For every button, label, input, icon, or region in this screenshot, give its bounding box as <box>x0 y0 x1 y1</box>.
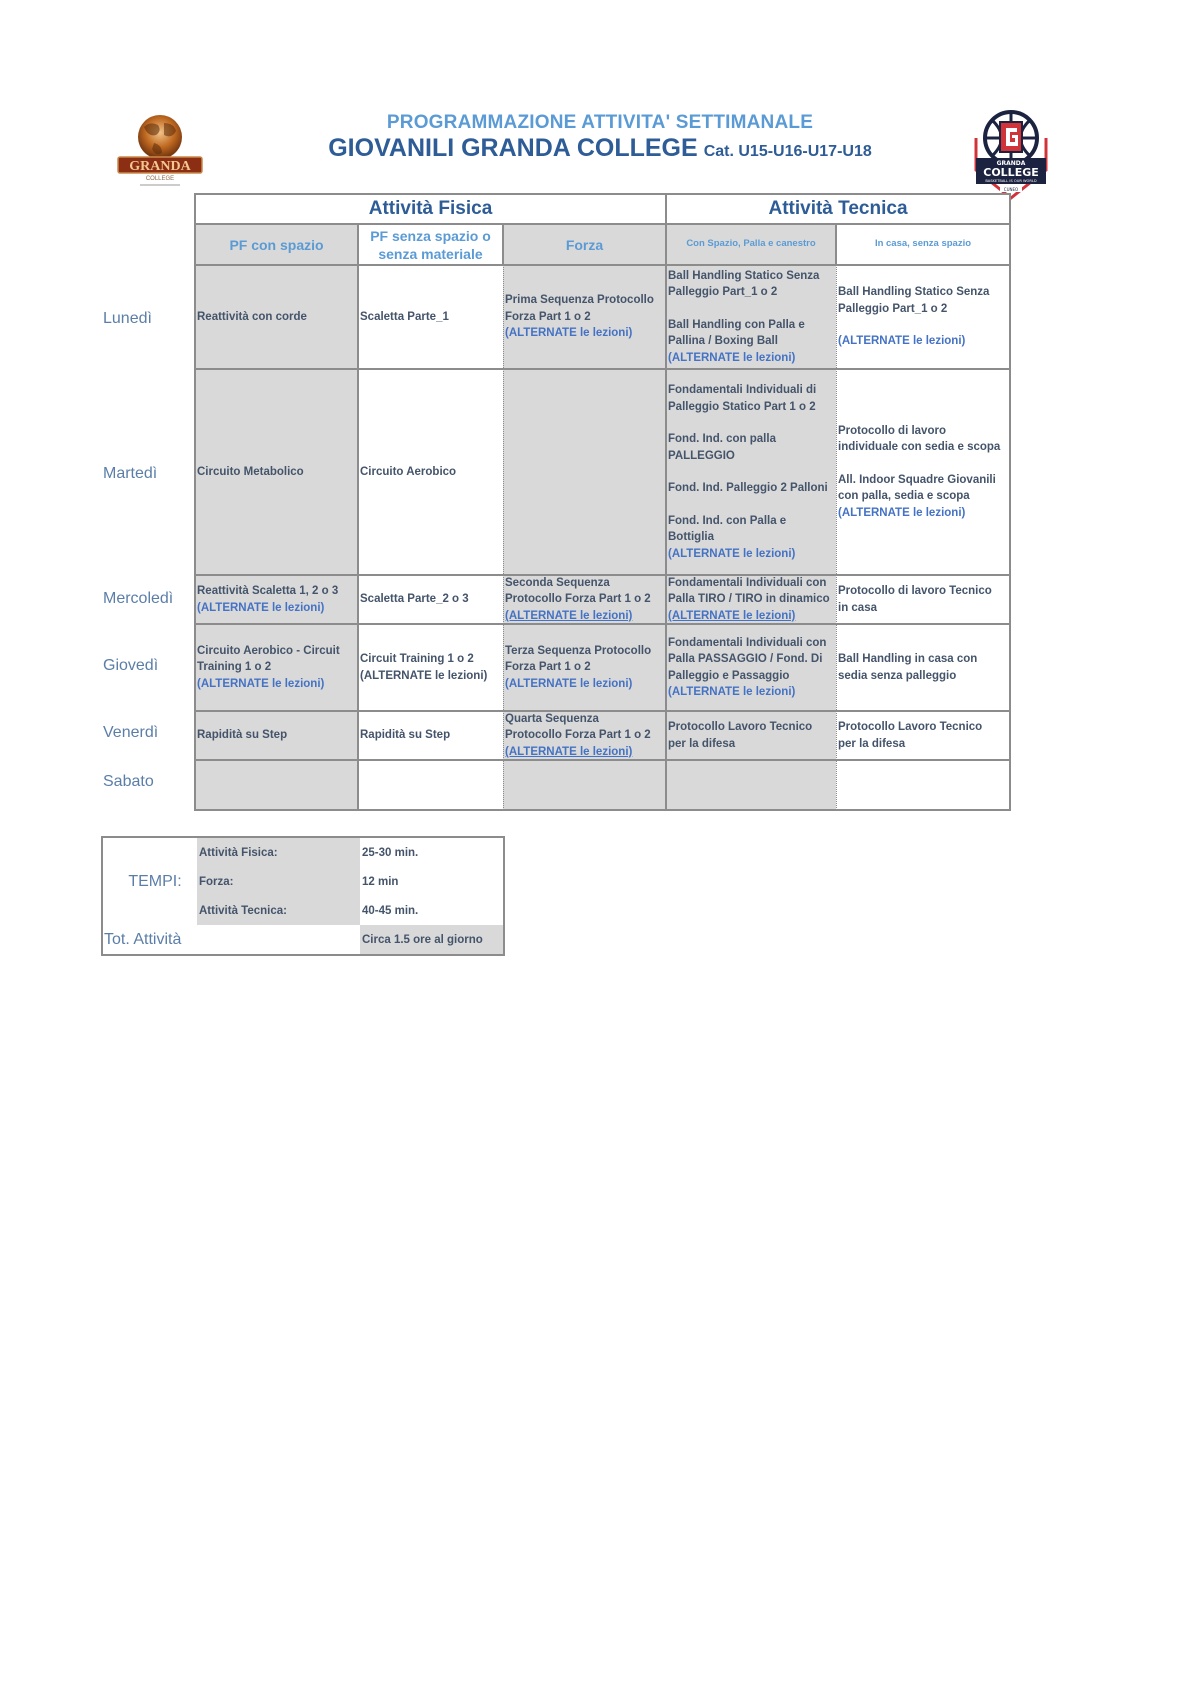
activity-text: Reattività con corde <box>197 310 307 323</box>
activity-text: Terza Sequenza Protocollo <box>505 644 652 657</box>
activity-text: Fond. Ind. con Palla e <box>668 514 787 527</box>
activity-text: Ball Handling in casa con <box>838 653 978 665</box>
total-activity-label: Tot. Attività <box>104 930 182 948</box>
group-header-attivita-tecnica <box>666 194 1010 224</box>
activity-text: Reattività Scaletta 1, 2 o 3 <box>197 585 339 597</box>
cell-mercoledi-pf-con-spazio <box>195 575 358 624</box>
activity-text: Scaletta Parte_1 <box>360 310 449 323</box>
table-divider <box>195 264 1010 266</box>
alternate-note: (ALTERNATE le lezioni) <box>505 609 633 622</box>
activity-text: Scaletta Parte_2 o 3 <box>360 593 469 606</box>
svg-text:COLLEGE: COLLEGE <box>145 176 175 182</box>
cell-lunedi-pf-con-spazio <box>195 265 358 369</box>
cell-lunedi-forza <box>503 265 666 369</box>
activity-text: per la difesa <box>668 737 736 750</box>
granda-college-badge-logo <box>970 108 1052 200</box>
column-header-pf-senza-spazio <box>358 224 503 265</box>
cell-giovedi-forza <box>503 624 666 711</box>
cell-lunedi-in-casa <box>836 265 1010 369</box>
activity-text: Protocollo Forza Part 1 o 2 <box>505 729 651 742</box>
svg-text:COLLEGE: COLLEGE <box>983 166 1039 179</box>
alternate-note: (ALTERNATE le lezioni) <box>668 686 796 698</box>
activity-text: Circuit Training 1 o 2 <box>360 653 474 665</box>
svg-text:CUNEO: CUNEO <box>1003 187 1019 192</box>
activity-text: Palleggio Statico Part 1 o 2 <box>668 400 816 413</box>
cell-mercoledi-con-spazio <box>666 575 836 624</box>
cell-sabato-in-casa <box>836 760 1010 810</box>
day-label-giovedi: Giovedì <box>103 657 159 674</box>
activity-text: Palleggio Part_1 o 2 <box>668 286 778 299</box>
cell-martedi-forza <box>503 369 666 575</box>
cell-mercoledi-forza <box>503 575 666 624</box>
column-label: In casa, senza spazio <box>874 238 972 250</box>
cell-lunedi-pf-senza-spazio <box>358 265 503 369</box>
summary-value-forza: 12 min <box>362 875 399 888</box>
weekly-schedule-table <box>195 194 1010 810</box>
activity-text: Bottiglia <box>668 531 714 543</box>
table-border-right <box>1009 193 1011 811</box>
activity-text: Palla PASSAGGIO / Fond. Di <box>668 653 823 665</box>
day-label-lunedi: Lunedì <box>103 310 152 327</box>
cell-giovedi-con-spazio <box>666 624 836 711</box>
summary-label-attivita-fisica: Attività Fisica: <box>197 838 360 867</box>
column-header-con-spazio <box>666 224 836 265</box>
column-header-forza <box>503 224 666 265</box>
activity-text: Fondamentali Individuali con <box>668 636 827 649</box>
cell-venerdi-pf-senza-spazio <box>358 711 503 760</box>
cell-giovedi-pf-senza-spazio <box>358 624 503 711</box>
cell-lunedi-con-spazio <box>666 265 836 369</box>
activity-text: Circuito Metabolico <box>197 465 304 478</box>
activity-text: Ball Handling Statico Senza <box>668 269 820 282</box>
alternate-note: (ALTERNATE le lezioni) <box>838 506 966 519</box>
day-label-mercoledi: Mercoledì <box>103 590 174 607</box>
table-divider <box>195 759 1010 761</box>
alternate-note: (ALTERNATE le lezioni) <box>838 335 966 348</box>
activity-text: Fond. Ind. con palla <box>668 433 776 445</box>
table-divider <box>502 223 504 265</box>
alternate-note: (ALTERNATE le lezioni) <box>197 677 325 690</box>
activity-text: Ball Handling con Palla e <box>668 318 805 331</box>
activity-text: Prima Sequenza Protocollo <box>505 294 654 307</box>
activity-text: Protocollo Forza Part 1 o 2 <box>505 593 651 606</box>
cell-martedi-con-spazio <box>666 369 836 575</box>
basketball-badge-icon <box>970 108 1052 200</box>
column-label: PF con spazio <box>229 236 324 253</box>
activity-text: per la difesa <box>838 737 906 750</box>
page-title-main: GIOVANILI GRANDA COLLEGE <box>328 134 698 162</box>
summary-value-attivita-tecnica: 40-45 min. <box>362 904 419 917</box>
table-divider <box>665 193 667 811</box>
activity-text: Circuito Aerobico - Circuit <box>197 644 340 657</box>
alternate-note: (ALTERNATE le lezioni) <box>505 677 633 690</box>
table-border-top <box>195 193 1010 195</box>
column-header-in-casa <box>836 224 1010 265</box>
activity-text: Protocollo di lavoro Tecnico <box>838 585 992 597</box>
category-label: Cat. U15-U16-U17-U18 <box>703 143 872 160</box>
table-border-bottom <box>195 809 1010 811</box>
table-border-left <box>194 193 196 811</box>
cell-martedi-pf-senza-spazio <box>358 369 503 575</box>
table-divider <box>195 710 1010 712</box>
activity-text: Protocollo Lavoro Tecnico <box>838 721 983 733</box>
activity-text: in casa <box>838 601 877 614</box>
cell-martedi-pf-con-spazio <box>195 369 358 575</box>
summary-value-attivita-fisica: 25-30 min. <box>362 846 419 859</box>
activity-text: Pallina / Boxing Ball <box>668 335 778 348</box>
activity-text: sedia senza palleggio <box>838 669 957 682</box>
cell-sabato-pf-senza-spazio <box>358 760 503 810</box>
activity-text: All. Indoor Squadre Giovanili <box>838 473 996 486</box>
alternate-note: (ALTERNATE le lezioni) <box>505 327 633 340</box>
column-label: Forza <box>565 236 604 253</box>
day-label-martedi: Martedì <box>103 465 158 482</box>
day-label-venerdi: Venerdì <box>103 724 159 741</box>
tempi-label: TEMPI: <box>128 872 182 890</box>
cell-venerdi-pf-con-spazio <box>195 711 358 760</box>
alternate-note: (ALTERNATE le lezioni) <box>197 601 325 614</box>
page-title-line1: PROGRAMMAZIONE ATTIVITA' SETTIMANALE <box>386 112 814 133</box>
table-divider <box>195 223 1010 225</box>
activity-text: Fondamentali Individuali di <box>668 384 817 396</box>
total-activity-value: Circa 1.5 ore al giorno <box>360 925 503 954</box>
column-label: Con Spazio, Palla e canestro <box>686 238 816 250</box>
activity-text: Seconda Sequenza <box>505 576 610 589</box>
alternate-note: (ALTERNATE le lezioni) <box>668 609 796 622</box>
activity-text: Rapidità su Step <box>360 729 451 742</box>
activity-text: Rapidità su Step <box>197 729 288 742</box>
summary-label-attivita-tecnica: Attività Tecnica: <box>197 896 360 925</box>
activity-text: Forza Part 1 o 2 <box>505 310 591 323</box>
activity-text: Quarta Sequenza <box>505 712 599 725</box>
activity-text: Palla TIRO / TIRO in dinamico <box>668 593 830 606</box>
svg-text:GRANDA: GRANDA <box>996 160 1026 167</box>
activity-text: Palleggio Part_1 o 2 <box>838 302 948 315</box>
cell-sabato-forza <box>503 760 666 810</box>
activity-text: Ball Handling Statico Senza <box>838 286 990 299</box>
svg-text:BASKETBALL IS OUR WORLD: BASKETBALL IS OUR WORLD <box>985 179 1037 183</box>
activity-text: Protocollo di lavoro <box>838 424 946 437</box>
alternate-note: (ALTERNATE le lezioni) <box>505 745 633 758</box>
activity-text: Protocollo Lavoro Tecnico <box>668 721 813 733</box>
activity-text: (ALTERNATE le lezioni) <box>360 669 488 682</box>
table-divider <box>195 368 1010 370</box>
cell-martedi-in-casa <box>836 369 1010 575</box>
cell-mercoledi-in-casa <box>836 575 1010 624</box>
activity-text: Fond. Ind. Palleggio 2 Palloni <box>668 482 828 494</box>
activity-text: Forza Part 1 o 2 <box>505 661 591 674</box>
cell-sabato-con-spazio <box>666 760 836 810</box>
table-divider <box>195 623 1010 625</box>
cell-giovedi-in-casa <box>836 624 1010 711</box>
group-label: Attività Tecnica <box>768 197 908 219</box>
cell-venerdi-con-spazio <box>666 711 836 760</box>
cell-venerdi-forza <box>503 711 666 760</box>
table-divider <box>835 223 837 265</box>
activity-text: Training 1 o 2 <box>197 661 272 674</box>
cell-giovedi-pf-con-spazio <box>195 624 358 711</box>
activity-text: con palla, sedia e scopa <box>838 490 970 503</box>
column-header-pf-con-spazio <box>195 224 358 265</box>
cell-mercoledi-pf-senza-spazio <box>358 575 503 624</box>
activity-text: Circuito Aerobico <box>360 465 457 478</box>
table-divider-dotted <box>836 265 837 810</box>
cell-venerdi-in-casa <box>836 711 1010 760</box>
table-divider <box>195 574 1010 576</box>
activity-text: individuale con sedia e scopa <box>838 441 1001 454</box>
column-label: PF senza spazio o senza materiale <box>370 227 491 262</box>
activity-text: PALLEGGIO <box>668 449 735 462</box>
table-divider-dotted <box>503 265 504 810</box>
activity-text: Palleggio e Passaggio <box>668 669 790 682</box>
summary-label-forza: Forza: <box>197 867 360 896</box>
day-label-sabato: Sabato <box>103 773 154 790</box>
group-header-attivita-fisica <box>195 194 666 224</box>
activity-text: Fondamentali Individuali con <box>668 576 827 589</box>
time-summary-box <box>101 836 505 956</box>
cell-sabato-pf-con-spazio <box>195 760 358 810</box>
alternate-note: (ALTERNATE le lezioni) <box>668 351 796 364</box>
alternate-note: (ALTERNATE le lezioni) <box>668 547 796 560</box>
svg-text:GRANDA: GRANDA <box>129 159 191 174</box>
group-label: Attività Fisica <box>368 197 493 219</box>
table-divider <box>357 223 359 811</box>
